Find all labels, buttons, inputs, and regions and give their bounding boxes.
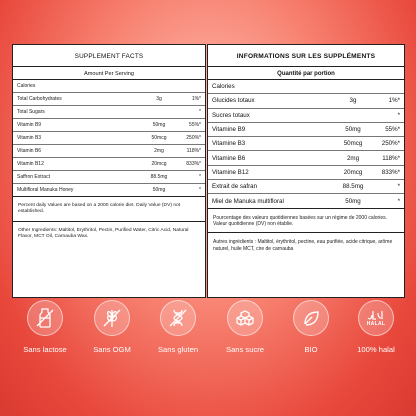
nutrient-row bbox=[208, 137, 404, 151]
nutrient-amount: 20mcg bbox=[343, 168, 363, 176]
nutrient-amount: 88.5mg bbox=[342, 183, 364, 191]
nutrient-row bbox=[208, 194, 404, 208]
nutrient-dv: 250%* bbox=[381, 140, 400, 148]
nutrient-row bbox=[13, 158, 205, 171]
badge-label: Sans OGM bbox=[93, 345, 131, 354]
other-ingredients: Autres ingrédients : Maltitol, érythritol, pectine, eau purifiée, acide citrique, arôme naturel, huile MCT, cire de carnauba bbox=[213, 239, 393, 252]
badge-sans-sucre bbox=[215, 300, 275, 354]
nutrient-dv: * bbox=[199, 109, 201, 115]
nutrient-amount: 50mg bbox=[152, 187, 166, 193]
other-ingredients: Other Ingredients: Maltitol, Erythritol, Pectin, Purified Water, Citric Acid, Natural Flavor, MCT Oil, Carnauba Wax. bbox=[18, 227, 189, 240]
nutrient-name: Saffron Extract bbox=[17, 174, 50, 180]
nutrient-dv: * bbox=[397, 183, 400, 191]
nutrient-row bbox=[208, 109, 404, 123]
nutrient-amount: 50mcg bbox=[151, 135, 167, 141]
nutrient-dv: 1%* bbox=[388, 97, 400, 105]
badge-label: Sans sucre bbox=[226, 345, 264, 354]
badge-label: Sans gluten bbox=[157, 345, 199, 354]
no-gmo-wheat-icon bbox=[94, 300, 130, 336]
nutrient-rows bbox=[208, 80, 404, 209]
nutrient-row bbox=[208, 180, 404, 194]
nutrient-amount: 2mg bbox=[346, 154, 360, 162]
supplement-facts-panel-fr bbox=[207, 44, 405, 298]
no-gluten-dna-icon bbox=[160, 300, 196, 336]
nutrient-row bbox=[13, 132, 205, 145]
nutrient-dv: 55%* bbox=[385, 126, 400, 134]
nutrient-row bbox=[208, 166, 404, 180]
nutrient-row bbox=[208, 151, 404, 165]
leaf-icon bbox=[293, 300, 329, 336]
nutrient-amount: 50mg bbox=[345, 197, 361, 205]
nutrient-name: Glucides totaux bbox=[212, 97, 255, 105]
product-badges bbox=[0, 300, 416, 380]
nutrient-dv: 833%* bbox=[381, 168, 400, 176]
nutrient-amount: 50mcg bbox=[343, 140, 363, 148]
nutrient-amount: 50mg bbox=[152, 122, 166, 128]
no-milk-icon bbox=[27, 300, 63, 336]
badge-halal bbox=[346, 300, 406, 354]
daily-value-note: Percent daily Values are based on a 2000 calorie diet. Daily Value (DV) not established. bbox=[13, 197, 205, 222]
nutrient-row bbox=[13, 145, 205, 158]
nutrient-name: Calories bbox=[212, 83, 235, 91]
daily-value-note: Pourcentage des valeurs quotidiennes basées sur un régime de 2000 calories. Valeur quotidienne (DV) non établie. bbox=[208, 209, 404, 234]
amount-per-serving-heading: Amount Per Serving bbox=[13, 67, 205, 80]
nutrient-name: Miel de Manuka multifloral bbox=[212, 197, 284, 205]
nutrient-dv: * bbox=[397, 197, 400, 205]
nutrient-dv: 55%* bbox=[189, 122, 201, 128]
nutrient-dv: 118%* bbox=[382, 154, 400, 162]
nutrient-row bbox=[208, 94, 404, 108]
badge-label: Sans lactose bbox=[23, 345, 67, 354]
nutrient-row bbox=[13, 80, 205, 93]
nutrient-name: Vitamine B3 bbox=[212, 140, 246, 148]
badge-label: BIO bbox=[304, 345, 318, 354]
nutrient-amount: 3g bbox=[349, 97, 357, 105]
nutrient-name: Vitamine B12 bbox=[212, 168, 249, 176]
panel-title: SUPPLEMENT FACTS bbox=[13, 45, 205, 67]
badge-sans-ogm bbox=[82, 300, 142, 354]
nutrient-amount: 88.5mg bbox=[150, 174, 168, 180]
nutrient-name: Vitamin B12 bbox=[17, 161, 44, 167]
nutrient-name: Vitamine B6 bbox=[212, 154, 246, 162]
badge-bio bbox=[281, 300, 341, 354]
amount-per-serving-heading: Quantité par portion bbox=[208, 67, 404, 80]
nutrient-row bbox=[208, 123, 404, 137]
nutrient-dv: 833%* bbox=[186, 161, 201, 167]
nutrient-dv: * bbox=[397, 111, 400, 119]
nutrient-row bbox=[13, 106, 205, 119]
nutrient-dv: 118%* bbox=[186, 148, 201, 154]
badge-sans-gluten bbox=[148, 300, 208, 354]
nutrient-name: Vitamin B6 bbox=[17, 148, 42, 154]
nutrient-name: Calories bbox=[17, 83, 36, 89]
nutrient-rows bbox=[13, 80, 205, 197]
badge-label: 100% halal bbox=[357, 345, 395, 354]
nutrient-name: Vitamine B9 bbox=[212, 126, 246, 134]
nutrient-row bbox=[13, 119, 205, 132]
nutrient-name: Extrait de safran bbox=[212, 183, 258, 191]
nutrient-row bbox=[208, 80, 404, 94]
halal-badge-text: HALAL bbox=[366, 321, 386, 327]
nutrient-dv: 250%* bbox=[186, 135, 201, 141]
nutrient-row bbox=[13, 93, 205, 106]
halal-icon bbox=[358, 300, 394, 336]
nutrient-name: Total Sugars bbox=[17, 109, 45, 115]
nutrient-amount: 2mg bbox=[154, 148, 164, 154]
panel-title: INFORMATIONS SUR LES SUPPLÉMENTS bbox=[208, 45, 404, 67]
nutrient-row bbox=[13, 184, 205, 197]
nutrient-name: Multifloral Manuka Honey bbox=[17, 187, 74, 193]
nutrient-amount: 3g bbox=[156, 96, 162, 102]
nutrient-dv: * bbox=[199, 187, 201, 193]
nutrient-row bbox=[13, 171, 205, 184]
nutrient-name: Total Carbohydrates bbox=[17, 96, 62, 102]
nutrient-dv: * bbox=[199, 174, 201, 180]
nutrient-name: Vitamin B3 bbox=[17, 135, 42, 141]
nutrient-dv: 1%* bbox=[191, 96, 201, 102]
badge-sans-lactose bbox=[15, 300, 75, 354]
nutrient-amount: 50mg bbox=[345, 126, 361, 134]
nutrient-amount: 20mcg bbox=[151, 161, 167, 167]
sugar-cubes-icon bbox=[227, 300, 263, 336]
nutrient-name: Vitamin B9 bbox=[17, 122, 42, 128]
supplement-facts-panel-en bbox=[12, 44, 206, 298]
nutrient-name: Sucres totaux bbox=[212, 111, 250, 119]
